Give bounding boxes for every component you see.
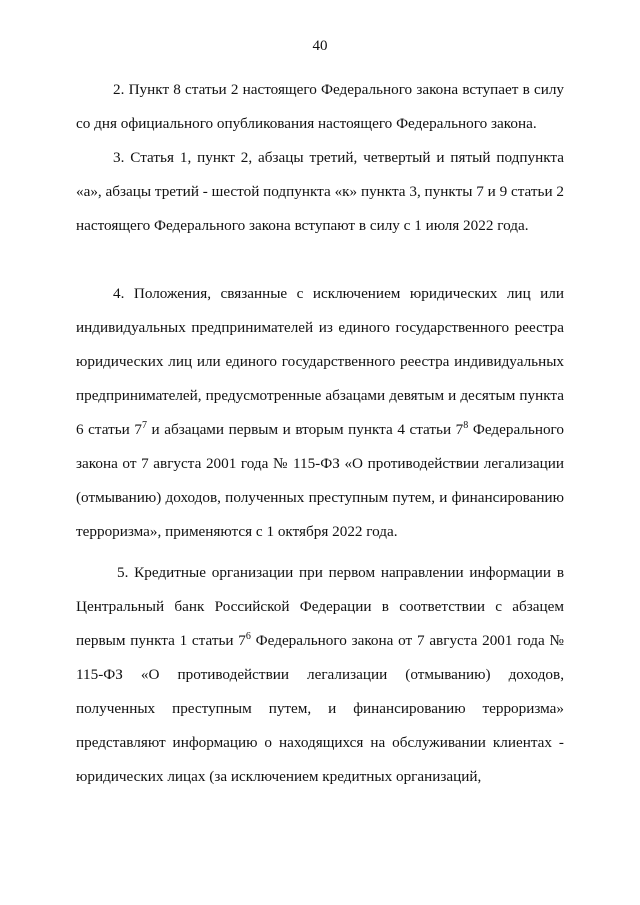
paragraph-2: 2. Пункт 8 статьи 2 настоящего Федерального закона вступает в силу со дня официального опубликования настоящего Федерального закона. bbox=[76, 81, 564, 132]
paragraph-5 bbox=[76, 556, 564, 794]
paragraph-5-text-2: Федерального закона от 7 августа 2001 года № 115-ФЗ «О противодействии легализации (отмыванию) доходов, полученных преступным путем, и финансированию терроризма» представляют информацию о находящихся на обслуживании клиентах - юридических лицах (за исключением кредитных организаций, bbox=[76, 632, 564, 785]
paragraph-5-text-1: 5. Кредитные организации при первом направлении информации в Центральный банк Российской Федерации в соответствии с абзацем первым пункта 1 статьи 7 bbox=[76, 564, 564, 649]
paragraph-4-superscript-2: 8 bbox=[463, 419, 469, 431]
paragraph-4 bbox=[76, 277, 564, 549]
paragraph-4-superscript-1: 7 bbox=[141, 419, 147, 431]
paragraph-4-text-3: Федерального закона от 7 августа 2001 года № 115-ФЗ «О противодействии легализации (отмыванию) доходов, полученных преступным путем, и финансированию терроризма», применяются с 1 октября 2022 года. bbox=[76, 421, 564, 540]
page-number: 40 bbox=[312, 38, 328, 54]
paragraph-4-text-2: и абзацами первым и вторым пункта 4 статьи 7 bbox=[146, 421, 464, 438]
paragraph-3: 3. Статья 1, пункт 2, абзацы третий, четвертый и пятый подпункта «а», абзацы третий - шестой подпункта «к» пункта 3, пункты 7 и 9 статьи 2 настоящего Федерального закона вступают в силу с 1 июля 2022 года. bbox=[76, 149, 564, 234]
paragraph-4-text-1: 4. Положения, связанные с исключением юридических лиц или индивидуальных предпринимателей из единого государственного реестра юридических лиц или единого государственного реестра индивидуальных предпринимателей, предусмотренные абзацами девятым и десятым пункта 6 статьи 7 bbox=[76, 285, 564, 438]
paragraph-5-superscript-1: 6 bbox=[245, 630, 251, 642]
